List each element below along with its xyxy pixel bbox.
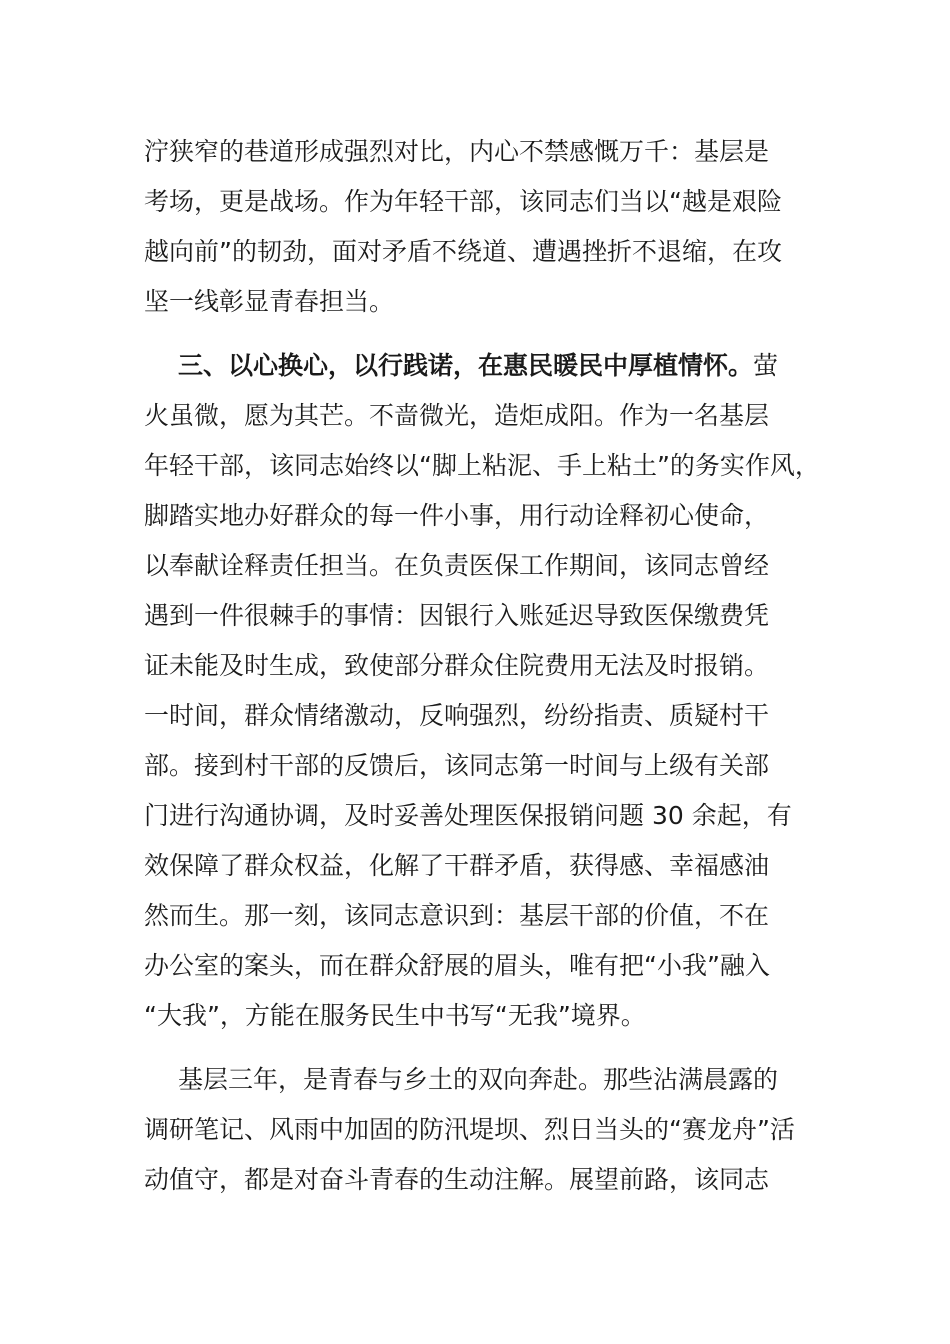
text-line: 年轻干部，该同志始终以“脚上粘泥、手上粘土”的务实作风， bbox=[144, 451, 820, 480]
text-line-first bbox=[144, 341, 819, 391]
text-line: 坚一线彰显青春担当。 bbox=[144, 287, 395, 316]
text-line: 遇到一件很棘手的事情：因银行入账延迟导致医保缴费凭 bbox=[144, 601, 770, 630]
text-line: 一时间，群众情绪激动，反响强烈，纷纷指责、质疑村干 bbox=[144, 701, 770, 730]
text-line: 火虽微，愿为其芒。不啬微光，造炬成阳。作为一名基层 bbox=[144, 401, 770, 430]
text-line-first: 基层三年，是青春与乡土的双向奔赴。那些沾满晨露的 bbox=[178, 1065, 779, 1094]
text-line: “大我”，方能在服务民生中书写“无我”境界。 bbox=[144, 1001, 646, 1030]
text-line: 证未能及时生成，致使部分群众住院费用无法及时报销。 bbox=[144, 651, 770, 680]
text-line: 效保障了群众权益，化解了干群矛盾，获得感、幸福感油 bbox=[144, 851, 770, 880]
document-body bbox=[144, 127, 819, 1219]
text-line: 脚踏实地办好群众的每一件小事，用行动诠释初心使命， bbox=[144, 501, 770, 530]
text-line: 以奉献诠释责任担当。在负责医保工作期间，该同志曾经 bbox=[144, 551, 770, 580]
text-line: 泞狭窄的巷道形成强烈对比，内心不禁感慨万千：基层是 bbox=[144, 137, 770, 166]
text-line: 办公室的案头，而在群众舒展的眉头，唯有把“小我”融入 bbox=[144, 951, 770, 980]
text-line: 越向前”的韧劲，面对矛盾不绕道、遭遇挫折不退缩，在攻 bbox=[144, 237, 782, 266]
text-line: 调研笔记、风雨中加固的防汛堤坝、烈日当头的“赛龙舟”活 bbox=[144, 1115, 795, 1144]
paragraph-2 bbox=[144, 341, 819, 1041]
text-line: 然而生。那一刻，该同志意识到：基层干部的价值，不在 bbox=[144, 901, 770, 930]
text-line: 考场，更是战场。作为年轻干部，该同志们当以“越是艰险 bbox=[144, 187, 782, 216]
text-line: 动值守，都是对奋斗青春的生动注解。展望前路，该同志 bbox=[144, 1165, 770, 1194]
text-segment: 萤 bbox=[753, 351, 779, 380]
paragraph-1 bbox=[144, 127, 819, 327]
text-line: 门进行沟通协调，及时妥善处理医保报销问题 30 余起，有 bbox=[144, 801, 792, 830]
text-line: 部。接到村干部的反馈后，该同志第一时间与上级有关部 bbox=[144, 751, 770, 780]
paragraph-3 bbox=[144, 1055, 819, 1205]
section-heading: 三、以心换心，以行践诺，在惠民暖民中厚植情怀。 bbox=[178, 351, 754, 380]
